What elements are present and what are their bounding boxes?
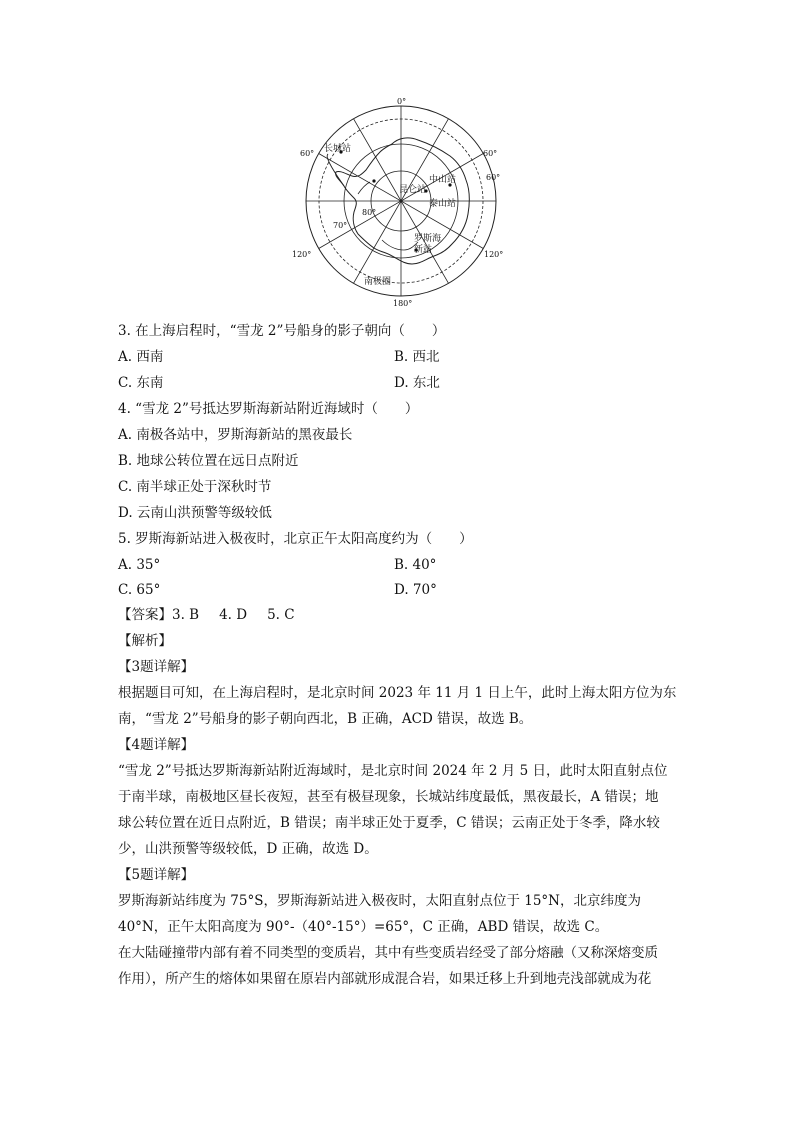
ross-ice-shelf [382, 240, 418, 250]
label-60-left: 60° [300, 149, 315, 158]
page-content [118, 318, 683, 992]
antarctica-map [292, 94, 510, 310]
label-taishan: 泰山站 [429, 199, 457, 209]
label-70: 70° [333, 221, 348, 230]
question-3-option-c: C. 东南 [118, 375, 164, 391]
q5-detail-line-2: 40°N，正午太阳高度为 90°-（40°-15°）=65°，C 正确，ABD 错误，故选 C。 [118, 919, 609, 935]
question-4-option-b: B. 地球公转位置在远日点附近 [118, 453, 299, 469]
q4-detail-line-4: 少，山洪预警等级较低，D 正确，故选 D。 [118, 841, 378, 857]
next-passage-line-1: 在大陆碰撞带内部有着不同类型的变质岩，其中有些变质岩经受了部分熔融（又称深熔变质 [118, 945, 658, 961]
q3-detail-line-1: 根据题目可知，在上海启程时，是北京时间 2023 年 11 月 1 日上午，此时上海太阳方位为东 [118, 685, 677, 701]
label-0: 0° [397, 97, 407, 106]
question-5-options-row-2 [118, 577, 683, 602]
q4-detail-title: 【4题详解】 [118, 737, 195, 753]
question-3-options-row-2 [118, 370, 683, 396]
answer-5: 5. C [267, 607, 295, 623]
q4-detail-line-2: 于南半球，南极地区昼长夜短，甚至有极昼现象，长城站纬度最低，黑夜最长，A 错误；地 [118, 789, 659, 805]
question-3-option-b: B. 西北 [394, 349, 440, 365]
label-luosihai-1: 罗斯海 [414, 234, 442, 244]
next-passage-line-2: 作用），所产生的熔体如果留在原岩内部就形成混合岩，如果迁移上升到地壳浅部就成为花 [118, 971, 652, 987]
question-5-option-b: B. 40° [394, 557, 437, 573]
answer-label: 【答案】 [118, 607, 172, 623]
taishan-point [372, 179, 375, 182]
question-4-option-a: A. 南极各站中，罗斯海新站的黑夜最长 [118, 427, 353, 443]
question-5-stem: 5. 罗斯海新站进入极夜时，北京正午太阳高度约为（ ） [118, 531, 473, 547]
label-kunlun: 昆仑站 [399, 185, 427, 195]
q5-detail-line-1: 罗斯海新站纬度为 75°S，罗斯海新站进入极夜时，太阳直射点位于 15°N，北京纬度为 [118, 893, 641, 909]
label-nanjiquan: 南极圈 [364, 277, 392, 287]
q3-detail-title: 【3题详解】 [118, 659, 195, 675]
question-5-option-c: C. 65° [118, 582, 161, 598]
label-60-right: 60° [486, 173, 501, 182]
question-3-option-a: A. 西南 [118, 349, 164, 365]
q4-detail-line-1: “雪龙 2”号抵达罗斯海新站附近海域时，是北京时间 2024 年 2 月 5 日，此时太阳直射点位 [118, 763, 668, 779]
label-60-right-top: 60° [483, 149, 498, 158]
label-luosihai-2: 新站 [414, 245, 433, 255]
ronne-ice-shelf [358, 182, 370, 194]
antarctica-map-svg [292, 94, 510, 310]
label-zhongshan: 中山站 [429, 175, 457, 185]
label-120-right: 120° [484, 250, 504, 259]
label-120-left: 120° [292, 250, 312, 259]
label-180: 180° [393, 299, 413, 308]
question-4-stem: 4. “雪龙 2”号抵达罗斯海新站附近海域时（ ） [118, 401, 419, 417]
question-3-stem: 3. 在上海启程时，“雪龙 2”号船身的影子朝向（ ） [118, 323, 446, 339]
label-changcheng: 长城站 [324, 144, 352, 154]
label-80: 80° [362, 208, 377, 217]
question-4-option-d: D. 云南山洪预警等级较低 [118, 505, 272, 521]
answer-3: 3. B [172, 607, 200, 623]
meridians [306, 106, 496, 296]
question-3-option-d: D. 东北 [394, 375, 440, 391]
answer-line [118, 602, 683, 628]
question-5-option-d: D. 70° [394, 582, 437, 598]
answer-4: 4. D [219, 607, 248, 623]
q5-detail-title: 【5题详解】 [118, 867, 195, 883]
analysis-title: 【解析】 [118, 633, 172, 649]
question-5-options-row-1 [118, 552, 683, 577]
question-3-options-row-1 [118, 344, 683, 370]
q3-detail-line-2: 南，“雪龙 2”号船身的影子朝向西北，B 正确，ACD 错误，故选 B。 [118, 711, 533, 727]
question-5-option-a: A. 35° [118, 557, 161, 573]
antarctic-peninsula [327, 154, 344, 186]
question-4-option-c: C. 南半球正处于深秋时节 [118, 479, 272, 495]
q4-detail-line-3: 球公转位置在近日点附近，B 错误；南半球正处于夏季，C 错误；云南正处于冬季，降水较 [118, 815, 660, 831]
